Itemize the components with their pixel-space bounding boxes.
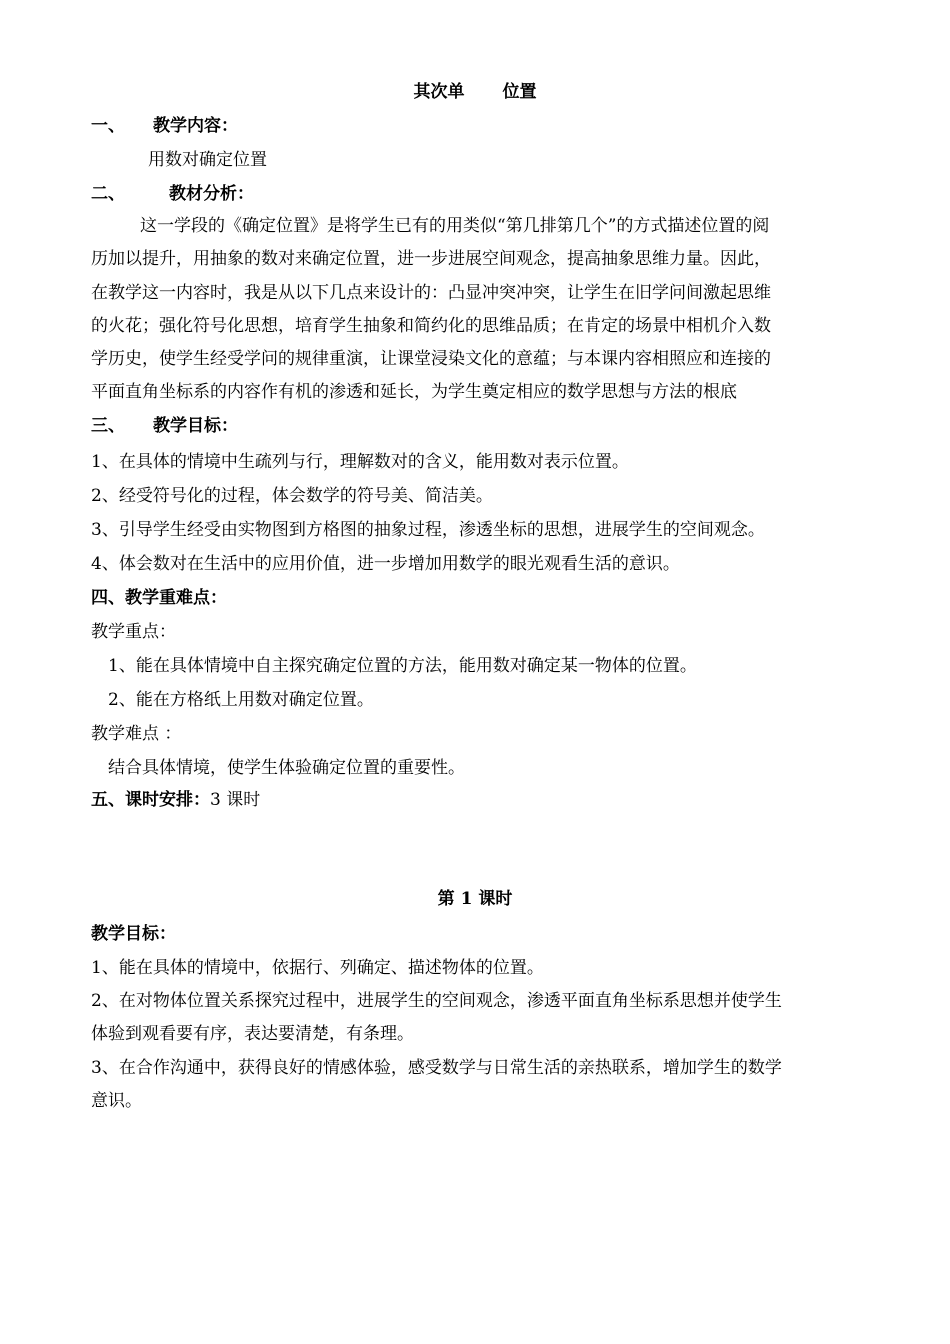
section-5-heading: 五、课时安排： — [91, 790, 210, 810]
section-2-number: 二、 — [91, 184, 125, 204]
section-1-title: 教学内容： — [153, 116, 238, 136]
lesson-1-title: 第 1 课时 — [437, 889, 513, 909]
analysis-line: 历加以提升，用抽象的数对来确定位置，进一步进展空间观念，提高抽象思维力量。因此， — [91, 249, 771, 269]
key-points-label: 教学重点： — [91, 622, 176, 642]
lesson-1-line: 3、在合作沟通中，获得良好的情感体验，感受数学与日常生活的亲热联系，增加学生的数学 — [91, 1058, 782, 1078]
section-2-heading — [91, 183, 871, 205]
analysis-line: 平面直角坐标系的内容作有机的渗透和延长，为学生奠定相应的数学思想与方法的根底 — [91, 382, 737, 402]
goal-item: 4、体会数对在生活中的应用价值，进一步增加用数学的眼光观看生活的意识。 — [91, 554, 680, 574]
section-3-title: 教学目标： — [153, 416, 238, 436]
key-point-item: 1、能在具体情境中自主探究确定位置的方法，能用数对确定某一物体的位置。 — [108, 656, 697, 676]
section-2-title: 教材分析： — [169, 184, 254, 204]
analysis-line: 学历史，使学生经受学问的规律重演，让课堂浸染文化的意蕴；与本课内容相照应和连接的 — [91, 349, 771, 369]
lesson-1-line: 意识。 — [91, 1091, 142, 1111]
difficulty-item: 结合具体情境，使学生体验确定位置的重要性。 — [108, 758, 465, 778]
section-3-heading — [91, 415, 871, 437]
analysis-line: 这一学段的《确定位置》是将学生已有的用类似“第几排第几个”的方式描述位置的阅 — [140, 216, 770, 236]
page-title — [0, 81, 950, 103]
section-1-heading — [91, 115, 871, 137]
section-3-number: 三、 — [91, 416, 125, 436]
goal-item: 3、引导学生经受由实物图到方格图的抽象过程，渗透坐标的思想，进展学生的空间观念。 — [91, 520, 765, 540]
lesson-1-line: 2、在对物体位置关系探究过程中，进展学生的空间观念，渗透平面直角坐标系思想并使学生 — [91, 991, 782, 1011]
goal-item: 2、经受符号化的过程，体会数学的符号美、简洁美。 — [91, 486, 493, 506]
lesson-1-goal-label: 教学目标： — [91, 924, 176, 944]
section-1-body: 用数对确定位置 — [148, 150, 267, 170]
section-4-heading: 四、教学重难点： — [91, 588, 227, 608]
section-5 — [91, 789, 871, 811]
title-right: 位置 — [502, 82, 537, 102]
section-5-value: 3 课时 — [210, 790, 261, 810]
analysis-line: 在教学这一内容时，我是从以下几点来设计的：凸显冲突冲突，让学生在旧学问间激起思维 — [91, 283, 771, 303]
title-left: 其次单 — [413, 82, 465, 102]
difficulty-label: 教学难点 ： — [91, 724, 182, 744]
analysis-line: 的火花；强化符号化思想，培育学生抽象和简约化的思维品质；在肯定的场景中相机介入数 — [91, 316, 771, 336]
lesson-1-line: 体验到观看要有序，表达要清楚，有条理。 — [91, 1024, 414, 1044]
key-point-item: 2、能在方格纸上用数对确定位置。 — [108, 690, 374, 710]
lesson-1-line: 1、能在具体的情境中，依据行、列确定、描述物体的位置。 — [91, 958, 544, 978]
section-1-number: 一、 — [91, 116, 125, 136]
goal-item: 1、在具体的情境中生疏列与行，理解数对的含义，能用数对表示位置。 — [91, 452, 629, 472]
